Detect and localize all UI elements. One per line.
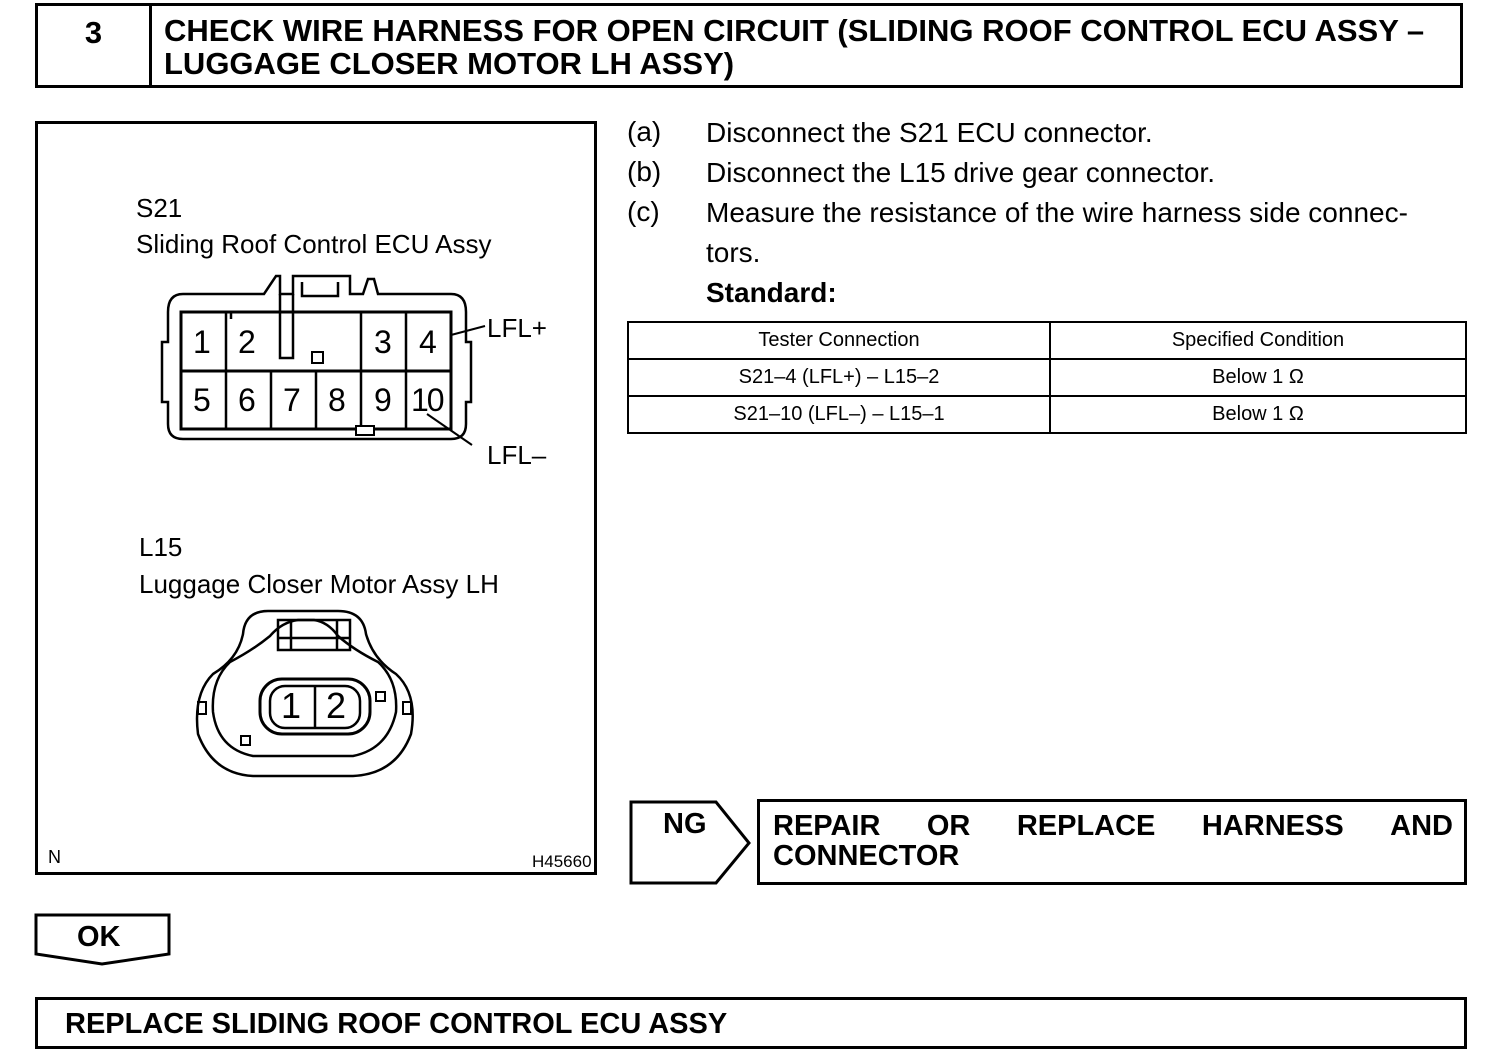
- step-title: CHECK WIRE HARNESS FOR OPEN CIRCUIT (SLIDING ROOF CONTROL ECU ASSY – LUGGAGE CLOSER MOTOR LH ASSY): [164, 13, 1425, 81]
- s21-pin-2: 2: [238, 324, 256, 360]
- figure-id: H45660: [532, 852, 592, 871]
- step-number: 3: [38, 6, 152, 85]
- cell-condition: Below 1 Ω: [1050, 359, 1466, 396]
- ng-word: OR: [926, 810, 971, 842]
- header-tester-connection: Tester Connection: [628, 322, 1050, 359]
- ng-result-line1: [773, 810, 1453, 843]
- header-specified-condition: Specified Condition: [1050, 322, 1466, 359]
- l15-pin-2: 2: [326, 685, 347, 726]
- s21-pin-9: 9: [374, 382, 392, 418]
- table-row: [628, 359, 1466, 396]
- lfl-minus-label: LFL–: [487, 440, 547, 470]
- s21-name-label: Sliding Roof Control ECU Assy: [136, 229, 492, 259]
- ng-result-box: [757, 799, 1467, 885]
- cell-condition: Below 1 Ω: [1050, 396, 1466, 433]
- standard-label: Standard:: [706, 277, 837, 308]
- s21-code-label: S21: [136, 193, 183, 223]
- s21-pin-3: 3: [374, 324, 392, 360]
- l15-name-label: Luggage Closer Motor Assy LH: [139, 569, 499, 599]
- s21-pin-10: 10: [411, 382, 443, 418]
- s21-pin-8: 8: [328, 382, 346, 418]
- connector-figure: [35, 121, 597, 875]
- instruction-b-letter: (b): [627, 156, 662, 187]
- l15-pin-1: 1: [281, 685, 302, 726]
- ng-word: AND: [1390, 810, 1453, 842]
- spec-table: [627, 321, 1467, 434]
- step-header: [35, 3, 1463, 88]
- cell-connection: S21–4 (LFL+) – L15–2: [628, 359, 1050, 396]
- instruction-a-letter: (a): [627, 116, 662, 147]
- s21-pin-1: 1: [193, 324, 211, 360]
- table-header-row: [628, 322, 1466, 359]
- instruction-c-text-cont: tors.: [706, 237, 761, 268]
- ng-tag-label: NG: [663, 808, 707, 840]
- cell-connection: S21–10 (LFL–) – L15–1: [628, 396, 1050, 433]
- l15-code-label: L15: [139, 532, 183, 562]
- ng-result-line2: CONNECTOR: [773, 840, 960, 872]
- lfl-plus-label: LFL+: [487, 313, 547, 343]
- ok-tag-label: OK: [77, 921, 121, 953]
- figure-corner-mark: N: [48, 847, 61, 867]
- instruction-c-text: Measure the resistance of the wire harness side connec-: [706, 197, 1408, 228]
- ng-word: REPLACE: [1016, 810, 1156, 842]
- final-result-box: [35, 997, 1467, 1049]
- instruction-c-letter: (c): [627, 196, 660, 227]
- s21-pin-6: 6: [238, 382, 256, 418]
- instruction-a-text: Disconnect the S21 ECU connector.: [706, 117, 1153, 148]
- s21-pin-4: 4: [419, 324, 437, 360]
- final-result-text: REPLACE SLIDING ROOF CONTROL ECU ASSY: [65, 1008, 728, 1040]
- l15-connector-drawing: [197, 611, 413, 776]
- ng-word: REPAIR: [773, 810, 881, 842]
- ng-word: HARNESS: [1201, 810, 1344, 842]
- s21-pin-5: 5: [193, 382, 211, 418]
- table-row: [628, 396, 1466, 433]
- instruction-b-text: Disconnect the L15 drive gear connector.: [706, 157, 1215, 188]
- s21-pin-7: 7: [283, 382, 301, 418]
